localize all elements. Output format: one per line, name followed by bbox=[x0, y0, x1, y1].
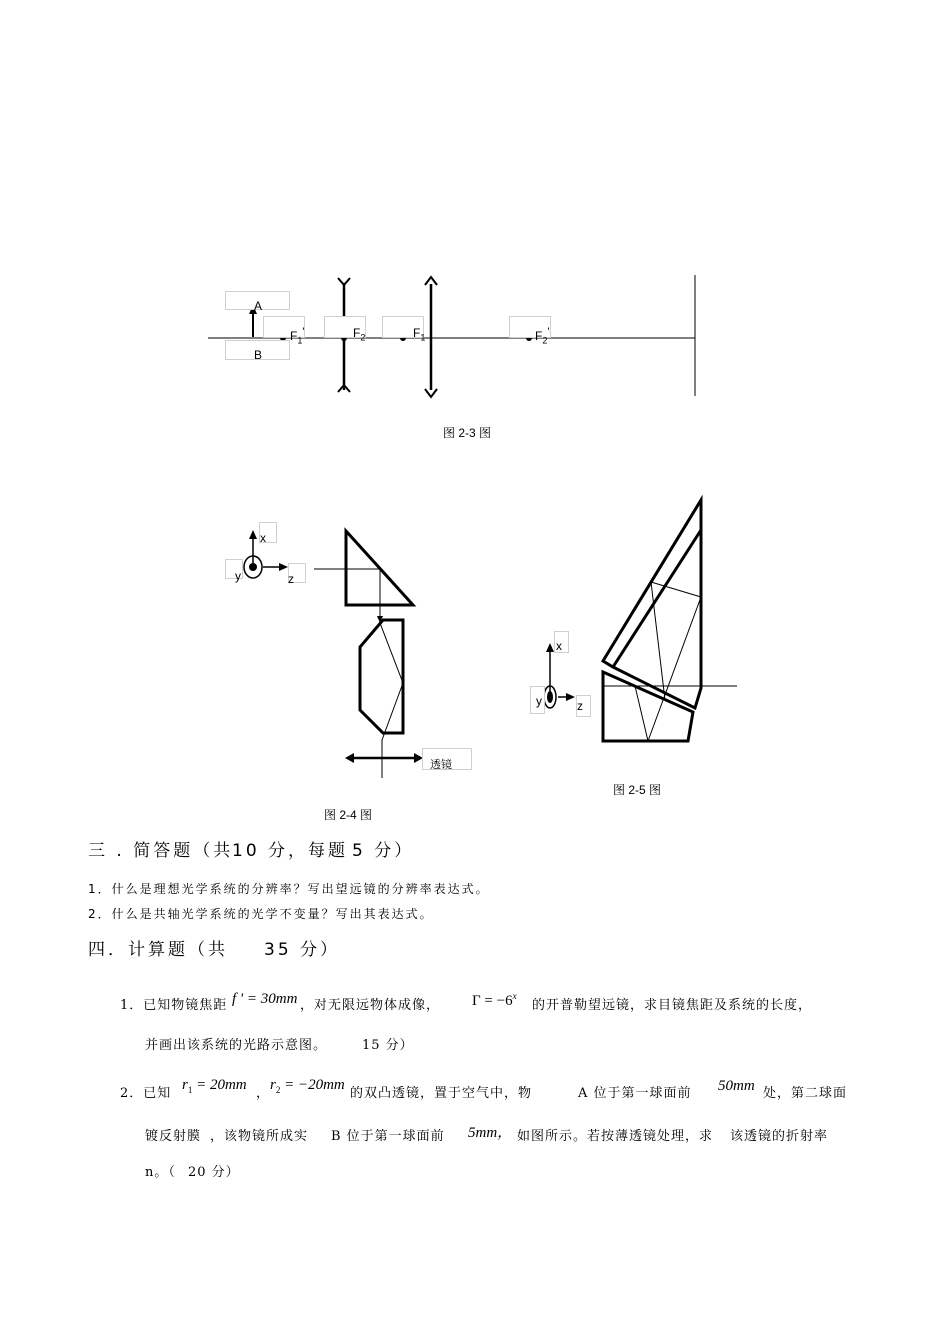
label-f1: $F_1$ bbox=[413, 326, 426, 343]
question-1: 1．什么是理想光学系统的分辨率？写出望远镜的分辨率表达式。 bbox=[88, 882, 490, 896]
label-a: A bbox=[254, 299, 263, 313]
caption-fig-2-5: 图 2-5 图 bbox=[613, 783, 662, 797]
caption-fig-2-3: 图 2-3 图 bbox=[443, 426, 492, 440]
problem-2-intro: 2．已知 bbox=[120, 1086, 172, 1101]
caption-fig-2-4: 图 2-4 图 bbox=[324, 808, 373, 822]
section-4-heading-b: 35 分） bbox=[264, 940, 341, 960]
section-3-heading-a: 三 . 简答题（共 bbox=[88, 841, 234, 861]
problem-1-text-b: ，对无限远物体成像， bbox=[300, 998, 441, 1013]
problem-2-distance-b: 5mm， bbox=[468, 1125, 513, 1141]
problem-1-text-c: 的开普勒望远镜，求目镜焦距及系统的长度， bbox=[532, 998, 813, 1013]
problem-1-score: 15 分） bbox=[362, 1038, 414, 1053]
problem-2-distance-a: 50mm bbox=[718, 1078, 755, 1094]
section-4-heading-a: 四．计算题（共 bbox=[88, 940, 228, 960]
problem-2-text-l: n。（ bbox=[145, 1165, 176, 1180]
axis-z-label: z bbox=[288, 572, 294, 586]
problem-2-text-e: 处，第二球面 bbox=[763, 1086, 848, 1101]
label-b: B bbox=[254, 348, 263, 362]
problem-1-text-d: 并画出该系统的光路示意图。 bbox=[145, 1038, 328, 1053]
section-3-heading-c: 5 分） bbox=[352, 841, 415, 861]
problem-2-text-k: 该透镜的折射率 bbox=[730, 1129, 829, 1144]
problem-2-text-f: 镀反射膜 bbox=[145, 1129, 202, 1144]
problem-2-text-g: ，该物镜所成实 bbox=[210, 1129, 309, 1144]
problem-1-focal-length: f ' = 30mm bbox=[232, 991, 298, 1007]
problem-2-text-j: 如图所示。若按薄透镜处理，求 bbox=[517, 1129, 714, 1144]
problem-1-magnification: $\Gamma = -6^x$ bbox=[472, 991, 517, 1009]
label-f2: $F_2$ bbox=[353, 326, 366, 343]
problem-2-text-c: A 位于第一球面前 bbox=[578, 1086, 692, 1101]
problem-2-r1: $r_1 = 20mm$ bbox=[182, 1077, 247, 1095]
label-f2prime: $F_2'$ bbox=[535, 326, 550, 346]
problem-2-separator: ， bbox=[256, 1086, 271, 1101]
lens-label: 透镜 bbox=[430, 759, 452, 771]
axis-y-label: y bbox=[235, 569, 241, 583]
problem-2-text-h: B 位于第一球面前 bbox=[331, 1129, 445, 1144]
problem-2-text-b: 的双凸透镜，置于空气中，物 bbox=[350, 1086, 533, 1101]
label-f1prime: $F_1'$ bbox=[290, 326, 305, 346]
axis-z-label: z bbox=[577, 699, 583, 713]
problem-2-score: 20 分） bbox=[188, 1165, 240, 1180]
lower-prism-block bbox=[603, 672, 693, 741]
section-3-heading-b: 10 分，每题 bbox=[232, 841, 349, 861]
problem-2-r2: $r_2 = -20mm$ bbox=[270, 1077, 345, 1095]
problem-1-intro: 1．已知物镜焦距 bbox=[120, 998, 228, 1013]
axis-x-label: x bbox=[556, 639, 562, 653]
axis-y-label: y bbox=[536, 694, 542, 708]
axis-x-label: x bbox=[260, 531, 266, 545]
question-2: 2．什么是共轴光学系统的光学不变量？写出其表达式。 bbox=[88, 907, 434, 921]
